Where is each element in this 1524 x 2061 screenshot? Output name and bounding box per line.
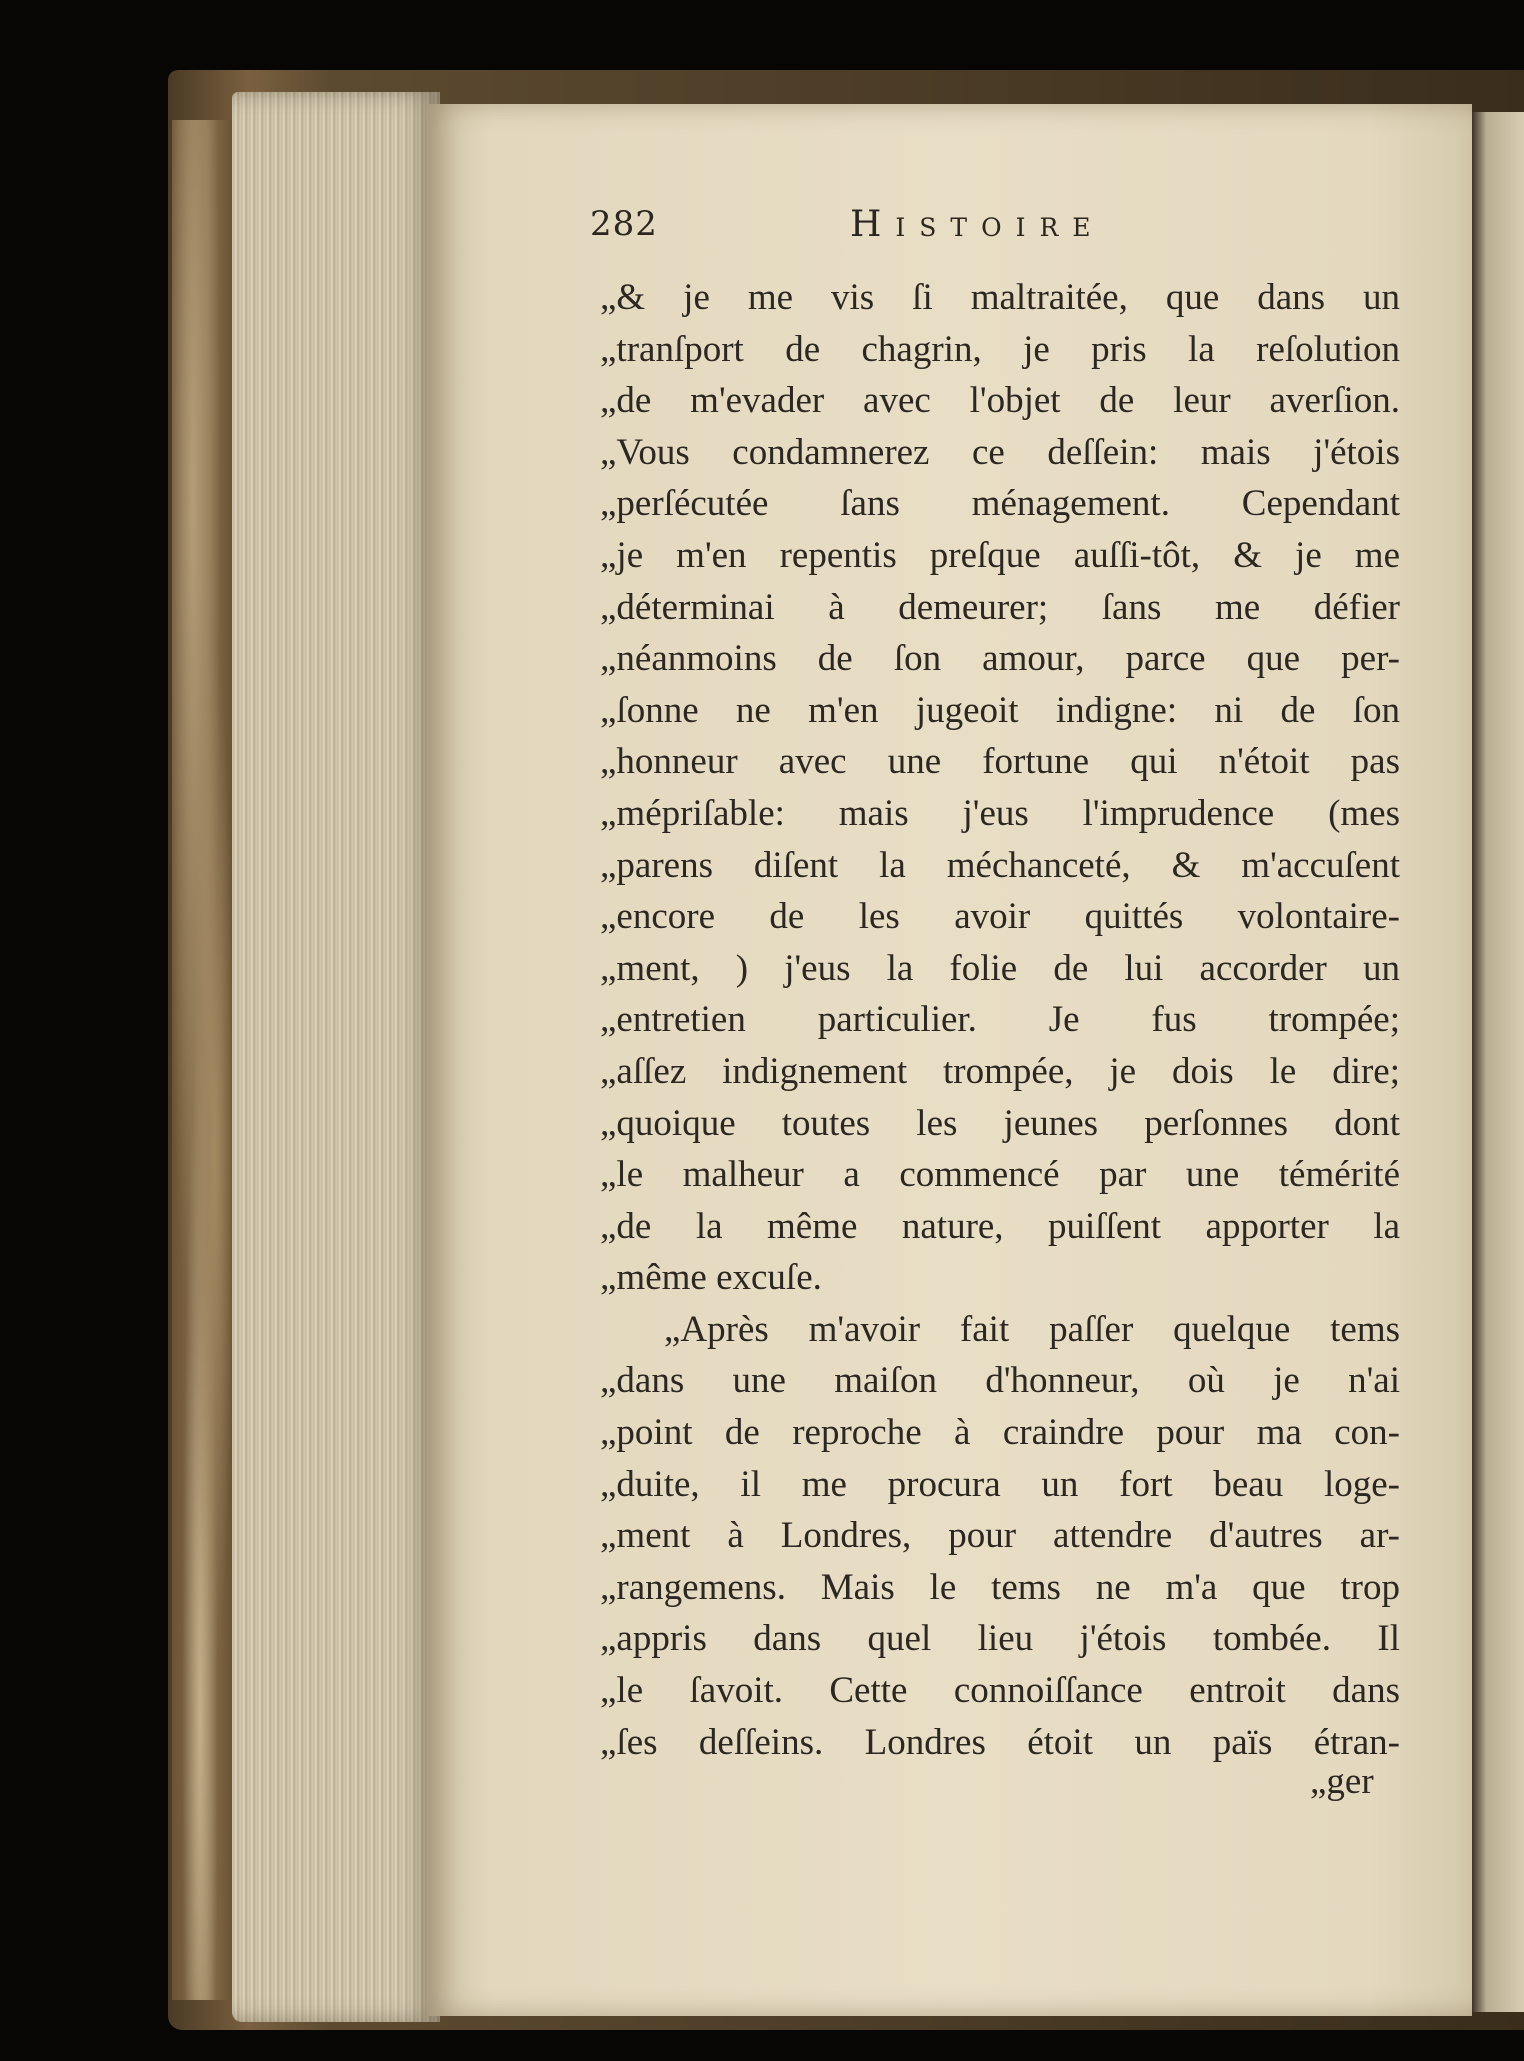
text-line: „tranſport de chagrin, je pris la reſolution [600,328,1400,370]
text-line: „de la même nature, puiſſent apporter la [600,1205,1400,1247]
text-line: „& je me vis ſi maltraitée, que dans un [600,277,1400,318]
text-line: „le malheur a commencé par une témérité [600,1154,1400,1196]
text-line: „Après m'avoir fait paſſer quelque tems [664,1308,1400,1350]
text-line: „ment, ) j'eus la folie de lui accorder un [600,947,1400,989]
text-line: „rangemens. Mais le tems ne m'a que trop [600,1566,1400,1608]
text-line: „perſécutée ſans ménagement. Cependant [600,483,1400,525]
text-line: „Vous condamnerez ce deſſein: mais j'étois [600,431,1400,473]
text-line: „duite, il me procura un fort beau loge- [600,1463,1400,1505]
facing-page-edge [1470,112,1524,2012]
text-line: „ment à Londres, pour attendre d'autres ar- [600,1515,1400,1557]
text-line: „le ſavoit. Cette connoiſſance entroit dans [600,1670,1400,1712]
text-line: „point de reproche à craindre pour ma con- [600,1412,1400,1454]
text-line: „parens diſent la méchanceté, & m'accuſent [600,844,1400,886]
text-line: „ſes deſſeins. Londres étoit un païs étran- [600,1721,1400,1763]
running-title: Histoire [850,204,1105,245]
page-number: 282 [590,204,658,244]
text-line: „dans une maiſon d'honneur, où je n'ai [600,1360,1400,1402]
text-line: „aſſez indignement trompée, je dois le dire; [600,1050,1400,1092]
text-line: „ſonne ne m'en jugeoit indigne: ni de ſon [600,689,1400,731]
body-text [600,272,1400,1768]
text-line: „appris dans quel lieu j'étois tombée. Il [600,1618,1400,1660]
text-line: „déterminai à demeurer; ſans me défier [600,586,1400,628]
text-line: „je m'en repentis preſque auſſi-tôt, & je me [600,534,1400,576]
catchword: „ger [1310,1761,1374,1802]
text-line: „entretien particulier. Je fus trompée; [600,999,1400,1041]
text-line: „même excuſe. [600,1257,822,1299]
text-line: „honneur avec une fortune qui n'étoit pas [600,741,1400,783]
text-line: „néanmoins de ſon amour, parce que per- [600,638,1400,680]
text-line: „mépriſable: mais j'eus l'imprudence (mes [600,792,1400,834]
running-head [590,204,1450,252]
text-line: „encore de les avoir quittés volontaire- [600,896,1400,938]
page-edges [232,92,440,2022]
text-line: „quoique toutes les jeunes perſonnes dont [600,1102,1400,1144]
text-line: „de m'evader avec l'objet de leur averſion. [600,380,1400,422]
